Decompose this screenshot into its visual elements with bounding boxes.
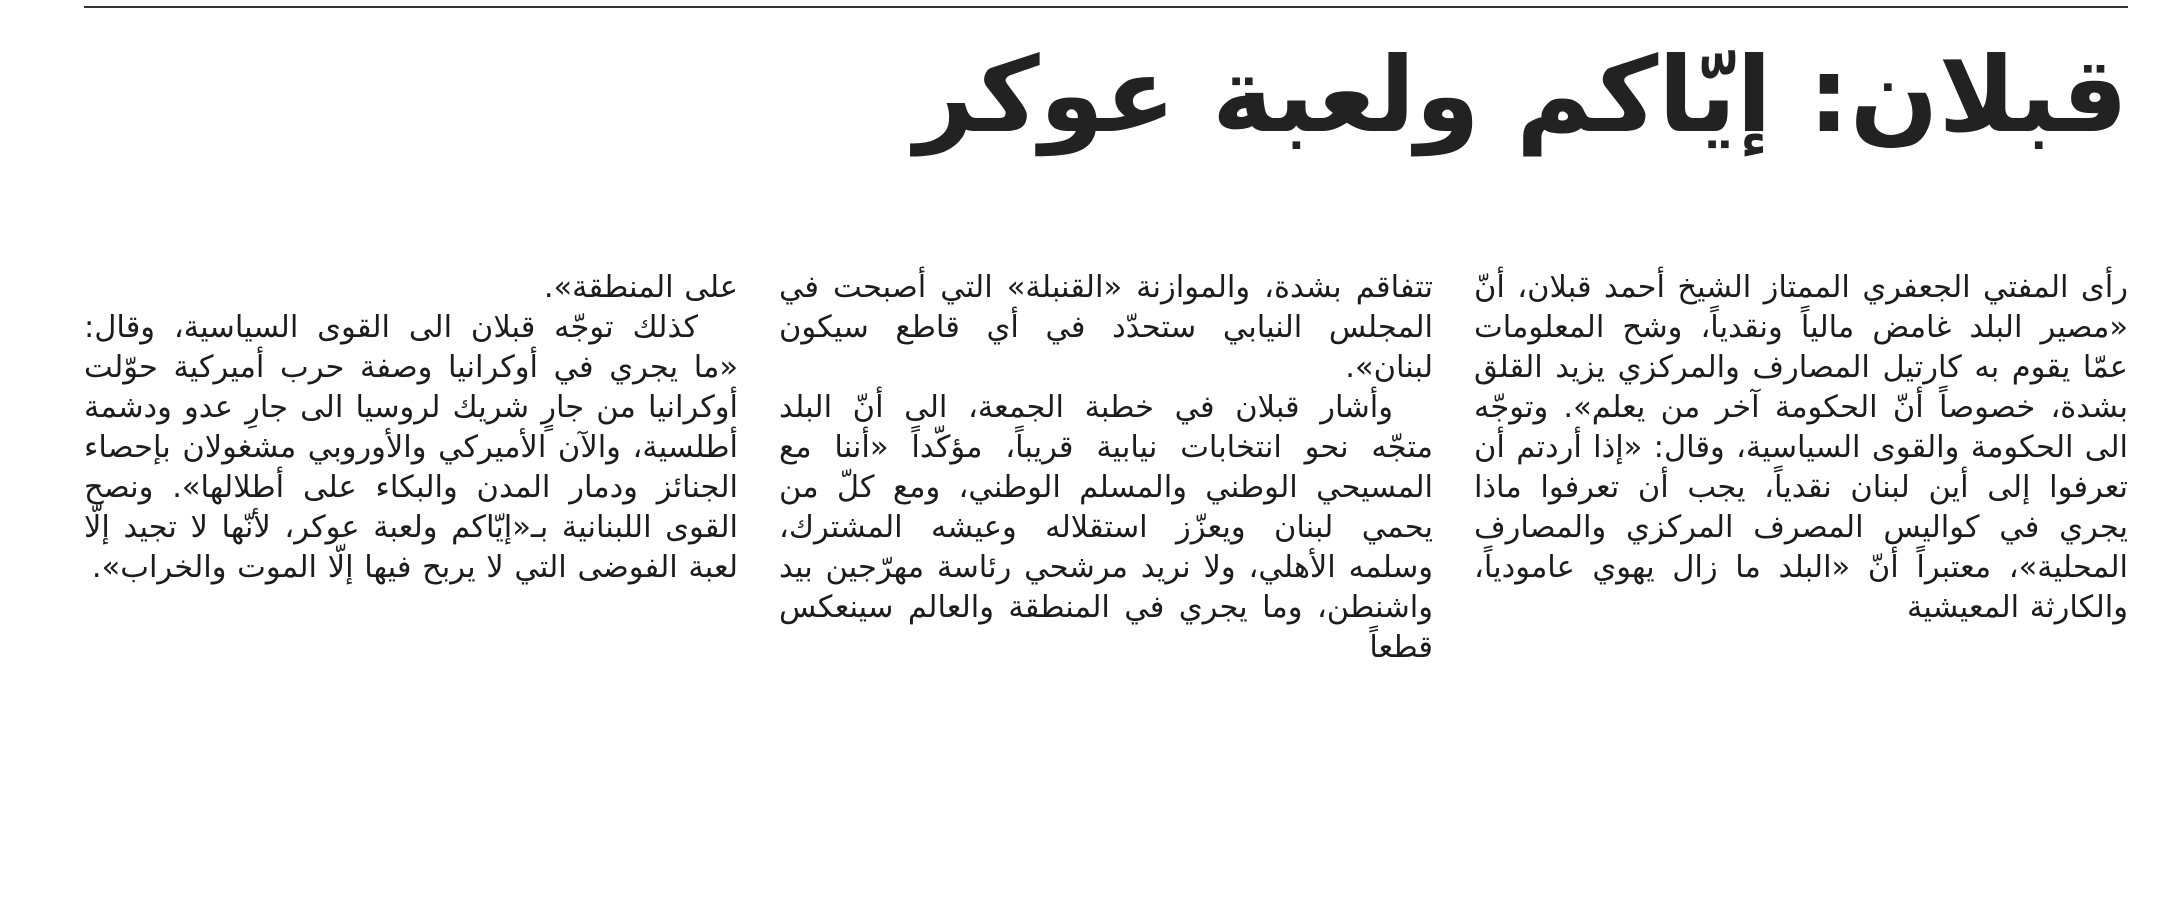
top-rule <box>84 6 2128 8</box>
column-3-paragraph-2: كذلك توجّه قبلان الى القوى السياسية، وقال: «ما يجري في أوكرانيا وصفة حرب أميركية حوّلت أوكرانيا من جارٍ شريك لروسيا الى جارِ عدو ودشمة أطلسية، والآن الأميركي والأوروبي مشغولان بإحصاء الجنائز ودمار المدن والبكاء على أطلالها». ونصح القوى اللبنانية بـ«إيّاكم ولعبة عوكر، لأنّها لا تجيد إلّا لعبة الفوضى التي لا يربح فيها إلّا الموت والخراب». <box>84 310 738 585</box>
article-columns <box>84 268 2128 808</box>
column-2 <box>779 268 1433 668</box>
column-1 <box>1474 268 2128 628</box>
headline: قبلان: إيّاكم ولعبة عوكر <box>914 34 2128 156</box>
column-3-paragraph-1: على المنطقة». <box>543 270 738 305</box>
column-2-paragraph-1: تتفاقم بشدة، والموازنة «القنبلة» التي أصبحت في المجلس النيابي ستحدّد في أي قاطع سيكون لبنان». <box>779 270 1433 385</box>
column-1-paragraph-1: رأى المفتي الجعفري الممتاز الشيخ أحمد قبلان، أنّ «مصير البلد غامض مالياً ونقدياً، وشح المعلومات عمّا يقوم به كارتيل المصارف والمركزي يزيد القلق بشدة، خصوصاً أنّ الحكومة آخر من يعلم». وتوجّه الى الحكومة والقوى السياسية، وقال: «إذا أردتم أن تعرفوا إلى أين لبنان نقدياً، يجب أن تعرفوا ماذا يجري في كواليس المصرف المركزي والمصارف المحلية»، معتبراً أنّ «البلد ما زال يهوي عامودياً، والكارثة المعيشية <box>1474 270 2128 625</box>
column-3 <box>84 268 738 588</box>
column-2-paragraph-2: وأشار قبلان في خطبة الجمعة، الى أنّ البلد متجّه نحو انتخابات نيابية قريباً، مؤكّداً «أننا مع المسيحي الوطني والمسلم الوطني، ومع كلّ من يحمي لبنان ويعزّز استقلاله وعيشه المشترك، وسلمه الأهلي، ولا نريد مرشحي رئاسة مهرّجين بيد واشنطن، وما يجري في المنطقة والعالم سينعكس قطعاً <box>779 390 1433 665</box>
